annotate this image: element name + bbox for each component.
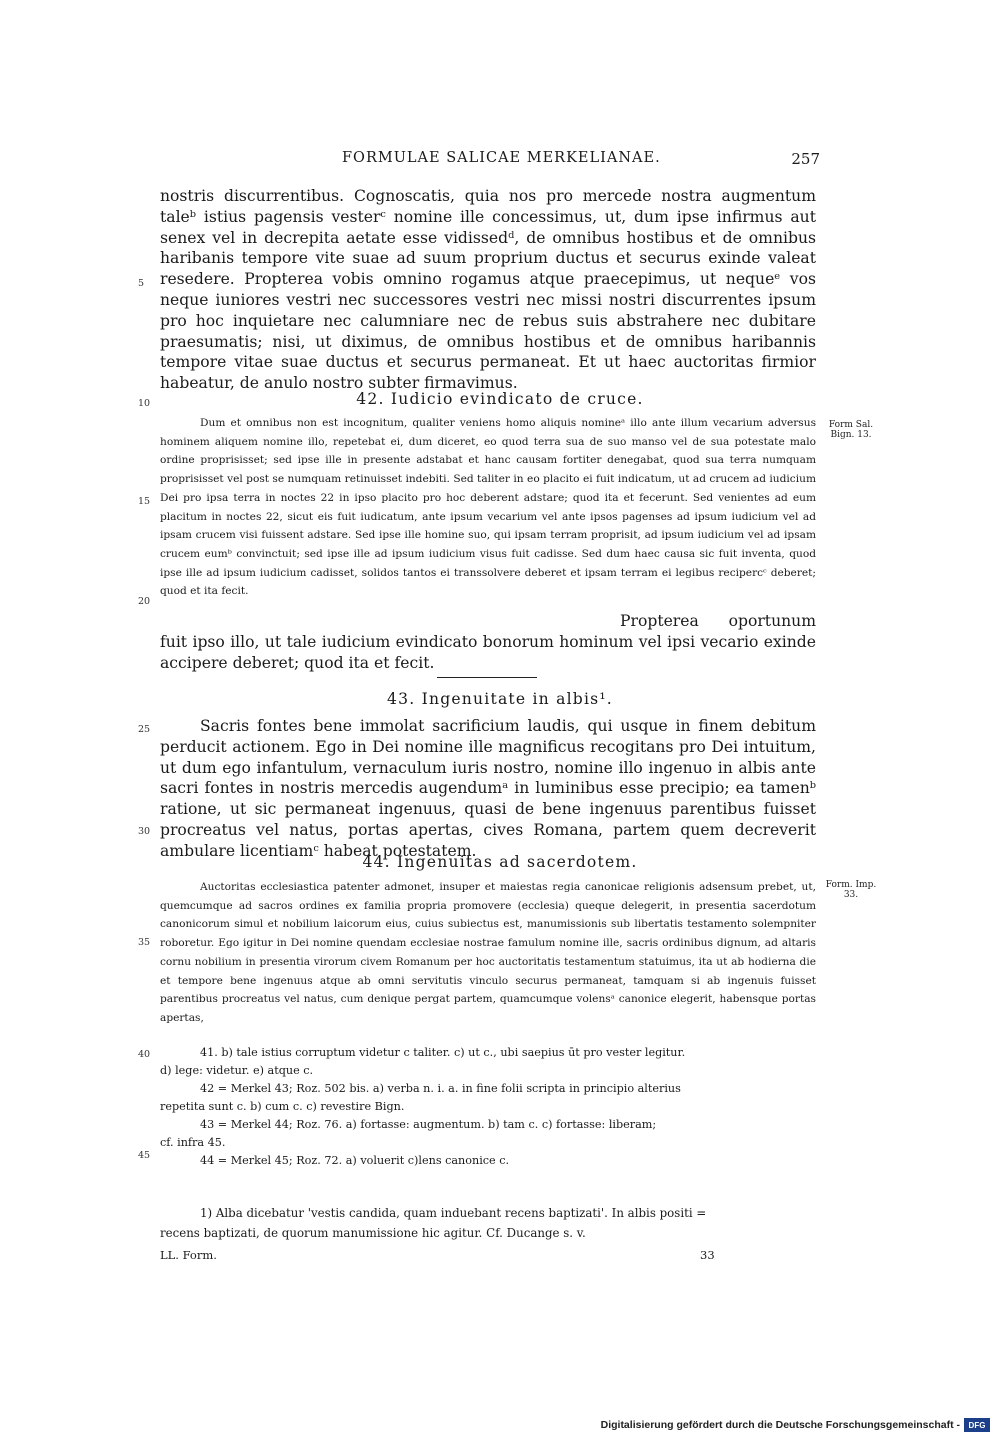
line-number: 45 (138, 1150, 151, 1161)
section-43-text: Sacris fontes bene immolat sacrificium laudis, qui usque in finem debitum perducit actionem. Ego in Dei nomine ille magnificus recogitans pro Dei intuitum, ut dum ego infantulum, vernaculum iuris nostro, nomine illo ingenuo in albis ante sacri fontes in nostris mercedis augendumᵃ in luminibus esse precipio; ea tamenᵇ ratione, ut sic permaneat ingenuus, quasi de bene ingenuus parentibus fuisset procreatus vel natus, portas apertas, cives Romana, partem quem decreverit ambulare licentiamᶜ habeat potestatem. (160, 717, 816, 860)
apparatus-line: d) lege: videtur. e) atque c. (160, 1064, 314, 1077)
page-number: 257 (791, 150, 820, 168)
section-44-text: Auctoritas ecclesiastica patenter admonet, insuper et maiestas regia canonicae religionis adsensum prebet, ut, quemcumque ad sacros ordines ex familia propria promovere (ecclesia) queque delegerit, in presentia sacerdotum canonicorum simul et nobilium laicorum eius, cuius subiectus est, manumissionis sub libertatis testamento solempniter roboretur. Ego igitur in Dei nomine quendam ecclesiae nostrae famulum nomine ille, sacris ordinibus dignum, ad altaris cornu nobilium in presentia virorum civem Romanum per hoc auctoritatis testamentum statuimus, ita ut ab hodierna die et tempore bene ingenuus atque ab omni servitutis vinculo securus permaneat, tamquam si ab ingenuis fuisset parentibus procreatus vel natus, cum denique pergat partem, quamcumque volensᵃ canonice elegerit, habensque portas apertas, (160, 881, 816, 1024)
apparatus-line: repetita sunt c. b) cum c. c) revestire Bign. (160, 1100, 405, 1113)
running-title: FORMULAE SALICAE MERKELIANAE. (342, 150, 661, 166)
line-number: 20 (138, 596, 151, 607)
apparatus-line: 44 = Merkel 45; Roz. 72. a) voluerit c)lens canonice c. (200, 1154, 510, 1167)
line-number: 40 (138, 1049, 151, 1060)
digitization-banner (601, 1417, 990, 1433)
page-header (160, 150, 820, 172)
banner-text: Digitalisierung gefördert durch die Deutsche Forschungsgemeinschaft - (600, 1419, 960, 1431)
footnote-line: 1) Alba dicebatur 'vestis candida, quam induebant recens baptizati'. In albis positi = (200, 1206, 707, 1220)
line-number: 35 (138, 937, 151, 948)
section-42-conclusion: Propterea oportunum fuit ipso illo, ut tale iudicium evindicato bonorum hominum vel ipsi vecario exinde accipere deberet; quod ita et fecit. (160, 612, 816, 672)
apparatus-line: 43 = Merkel 44; Roz. 76. a) fortasse: augmentum. b) tam c. c) fortasse: liberam; (200, 1118, 657, 1131)
section-42-sidenote: Form Sal. Bign. 13. (828, 420, 874, 440)
section-44-heading: 44. Ingenuitas ad sacerdotem. (362, 853, 638, 871)
intro-paragraph: nostris discurrentibus. Cognoscatis, quia nos pro mercede nostra augmentum taleᵇ istius pagensis vesterᶜ nomine ille concessimus, ut, dum ipse infirmus aut senex vel in decrepita aetate esse vidissedᵈ, de omnibus hostibus et de omnibus haribanis tempore vite suae ad suum proprium ductus et securus exinde valeat resedere. Propterea vobis omnino rogamus atque praecepimus, ut nequeᵉ vos neque iuniores vestri nec successores vestri nec missi nostri discurrentes ipsum pro hoc inquietare nec calumniare nec de rebus suis abstrahere nec dubitare praesumatis; nisi, ut diximus, de omnibus hostibus et de omnibus haribannis tempore vitae suae ductus et securus permaneat. Et ut haec auctoritas firmior habeatur, de anulo nostro subter firmavimus. (160, 187, 816, 393)
line-number: 5 (138, 278, 145, 289)
dfg-logo-icon: DFG (964, 1418, 990, 1432)
line-number: 30 (138, 826, 151, 837)
signature-mark: LL. Form. (160, 1248, 217, 1262)
footnote-line: recens baptizati, de quorum manumissione hic agitur. Cf. Ducange s. v. (160, 1226, 586, 1240)
footnote (160, 1203, 816, 1243)
line-number: 15 (138, 496, 151, 507)
apparatus-line: 41. b) tale istius corruptum videtur c taliter. c) ut c., ubi saepius ūt pro vester legitur. (200, 1046, 686, 1059)
section-42-heading: 42. Iudicio evindicato de cruce. (356, 390, 644, 408)
section-44-sidenote: Form. Imp. 33. (825, 880, 877, 900)
apparatus-line: cf. infra 45. (160, 1136, 226, 1149)
line-number: 10 (138, 398, 151, 409)
section-42-text: Dum et omnibus non est incognitum, qualiter veniens homo aliquis nomineᵃ illo ante illum vecarium adversus hominem aliquem nomine illo, repetebat ei, dum diceret, eo quod terra sua de suo manso vel de sua potestate malo ordine proprisisset; sed ipse ille in presente adstabat et hanc causam fortiter denegabat, quod sua terra numquam proprisisset vel post se numquam retinuisset indebiti. Sed taliter in eo placito ei fuit indicatum, ut ad crucem ad iudicium Dei pro ipsa terra in noctes 22 in ipso placito pro hoc deberent adstare; quod ita et fecerunt. Sed venientes ad eum placitum in noctes 22, sicut eis fuit iudicatum, ante ipsum vecarium vel ante ipsos pagenses ad ipsum iudicium vel ad ipsam crucem visi fuissent adstare. Sed ipse ille homine suo, qui ipsam terram proprisit, ad ipsum iudicium vel ad ipsam crucem eumᵇ convinctuit; sed ipse ille ad ipsum iudicium visus fuit cadisse. Sed dum haec causa sic fuit inventa, quod ipse ille ad ipsum iudicium cadisset, solidos tantos ei transsolvere deberet et ipsam terram ei legibus recipercᶜ deberet; quod et ita fecit. (160, 417, 816, 598)
quire-number: 33 (700, 1248, 715, 1262)
critical-apparatus (160, 1044, 816, 1170)
apparatus-line: 42 = Merkel 43; Roz. 502 bis. a) verba n. i. a. in fine folii scripta in principio alterius (200, 1082, 681, 1095)
section-divider (437, 677, 537, 678)
line-number: 25 (138, 724, 151, 735)
section-43-heading: 43. Ingenuitate in albis¹. (387, 690, 613, 708)
